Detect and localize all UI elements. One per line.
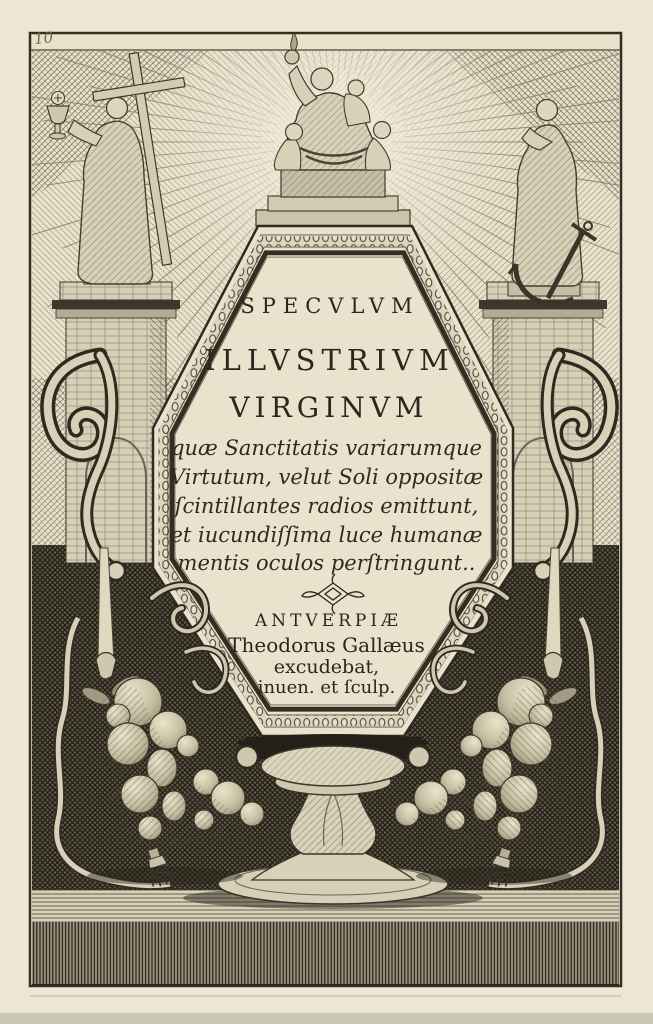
handwritten-plate-number: 10 [33, 28, 55, 49]
subtitle-line-3: ſcintillantes radios emittunt, [174, 494, 479, 518]
scan-edge [0, 1013, 653, 1024]
subtitle-line-5: mentis oculos perſtringunt.. [177, 551, 476, 575]
title-line-1: SPECVLVM [240, 294, 420, 318]
imprint-publisher: Theodorus Gallæus [228, 633, 425, 657]
subtitle-line-2: Virtutum, velut Soli oppositæ [169, 465, 484, 489]
imprint-excudebat: excudebat, [273, 656, 380, 678]
plinth-front-band [32, 922, 619, 984]
subtitle-line-1: quæ Sanctitatis variarumque [171, 436, 482, 460]
title-line-2: ILLVSTRIVM [204, 343, 455, 377]
imprint-place: ANTVERPIÆ [254, 611, 403, 631]
subtitle-line-4: et iucundiſſima luce humanæ [170, 523, 483, 547]
imprint-invenit-sculpsit: inuen. et ſculp. [257, 677, 396, 698]
title-line-3: VIRGINVM [229, 391, 429, 424]
